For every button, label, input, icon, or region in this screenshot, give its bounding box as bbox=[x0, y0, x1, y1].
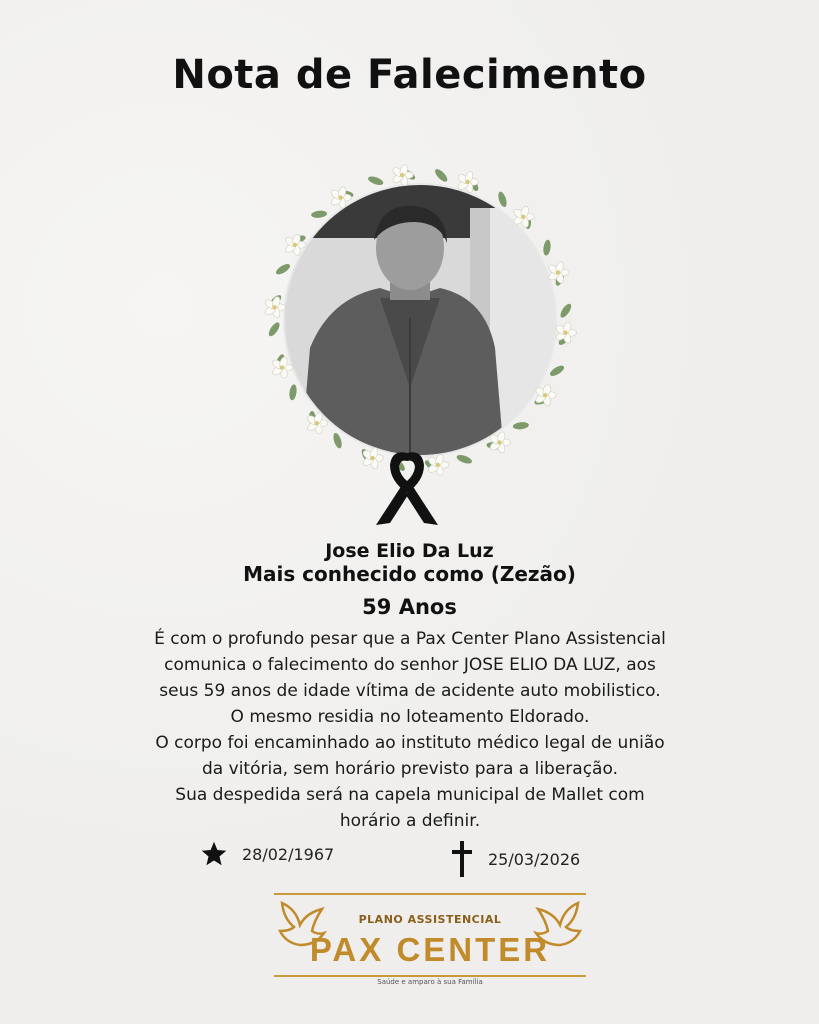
flower-center bbox=[465, 180, 469, 184]
announcement-line: comunica o falecimento do senhor JOSE ELIO DA LUZ, aos bbox=[164, 655, 656, 675]
deceased-age: 59 Anos bbox=[362, 595, 457, 619]
announcement-line: O corpo foi encaminhado ao instituto médico legal de união bbox=[155, 733, 665, 753]
birth-date: 28/02/1967 bbox=[242, 844, 335, 864]
portrait-frame bbox=[250, 148, 590, 488]
flower-center bbox=[400, 173, 404, 177]
flower-center bbox=[272, 305, 276, 309]
leaf-decoration bbox=[311, 210, 328, 219]
deceased-nickname: Mais conhecido como (Zezão) bbox=[243, 562, 576, 586]
logo-name: PAX CENTER bbox=[309, 931, 551, 968]
leaf-decoration bbox=[497, 191, 509, 208]
flower-center bbox=[521, 215, 525, 219]
birth-date-row bbox=[200, 840, 334, 868]
star-icon bbox=[200, 840, 228, 868]
deceased-name: Jose Elio Da Luz bbox=[325, 540, 494, 562]
flower-center bbox=[280, 365, 284, 369]
logo-tagline: Saúde e amparo à sua Família bbox=[377, 978, 483, 986]
leaf-decoration bbox=[288, 384, 297, 401]
death-date-row bbox=[450, 842, 580, 876]
flower-center bbox=[543, 393, 547, 397]
leaf-decoration bbox=[267, 321, 282, 338]
flower-center bbox=[497, 440, 501, 444]
announcement-text bbox=[90, 626, 730, 834]
announcement-line: Sua despedida será na capela municipal de Mallet com bbox=[175, 785, 645, 805]
leaf-decoration bbox=[332, 432, 344, 449]
announcement-line: horário a definir. bbox=[339, 811, 481, 831]
flower-center bbox=[556, 270, 560, 274]
announcement-line: seus 59 anos de idade vítima de acidente auto mobilistico. bbox=[159, 681, 661, 701]
floral-wreath bbox=[250, 148, 590, 488]
cross-icon bbox=[450, 841, 474, 877]
announcement-line: O mesmo residia no loteamento Eldorado. bbox=[230, 707, 590, 727]
leaf-decoration bbox=[558, 302, 573, 319]
page-title: Nota de Falecimento bbox=[172, 52, 647, 98]
flower-center bbox=[563, 331, 567, 335]
leaf-decoration bbox=[513, 421, 530, 430]
leaf-decoration bbox=[433, 167, 449, 183]
leaf-decoration bbox=[367, 175, 384, 187]
logo-divider bbox=[274, 975, 586, 977]
leaf-decoration bbox=[542, 239, 551, 256]
announcement-line: É com o profundo pesar que a Pax Center Plano Assistencial bbox=[154, 629, 666, 649]
death-date: 25/03/2026 bbox=[488, 849, 581, 869]
announcement-line: da vitória, sem horário previsto para a liberação. bbox=[202, 759, 618, 779]
company-logo bbox=[268, 893, 592, 993]
logo-subtitle: PLANO ASSISTENCIAL bbox=[358, 913, 502, 926]
flower-center bbox=[315, 421, 319, 425]
leaf-decoration bbox=[274, 262, 291, 276]
flower-center bbox=[338, 195, 342, 199]
leaf-decoration bbox=[456, 453, 473, 465]
mourning-ribbon-icon bbox=[372, 445, 442, 531]
leaf-decoration bbox=[548, 364, 565, 378]
flower-center bbox=[293, 243, 297, 247]
